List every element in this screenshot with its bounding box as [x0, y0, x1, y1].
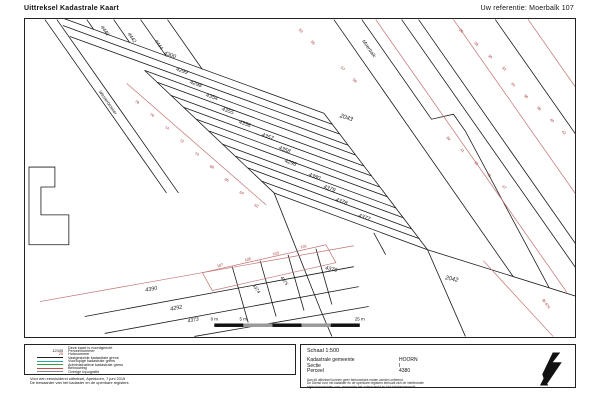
street-label: Moerbalk: [360, 38, 377, 59]
legend-label: Vastgestelde kadastrale grens: [68, 355, 119, 360]
info-block: [300, 344, 576, 388]
legend-label: Huisnummer: [68, 352, 90, 357]
parcel-label: 4355: [220, 106, 235, 117]
field-value-sectie: I: [399, 362, 401, 369]
field-label: Sectie: [307, 362, 321, 369]
disclaimer-line: De Dienst voor het kadaster en de openbare registers behoudt zich de intellectuele: [307, 381, 424, 386]
legend-symbol-topografie: [29, 371, 63, 374]
legend-label: Deze kaart is noordgericht: [68, 345, 113, 350]
legend-label: Administratieve kadastrale grens: [68, 362, 124, 367]
house-number: 47: [501, 184, 507, 191]
house-number: 34: [510, 81, 516, 88]
house-number: 78: [134, 99, 140, 105]
house-number: 101: [300, 244, 308, 250]
parcel-label: 4299: [175, 66, 189, 77]
parcel-label: 4373: [187, 316, 200, 325]
parcel-label: 4390: [144, 285, 158, 294]
disclaimer-text: [307, 379, 569, 390]
parcel-label: 4378: [334, 197, 348, 207]
field-label: Perceel: [307, 368, 324, 375]
parcel-label: 4358: [277, 145, 292, 156]
house-number: 55: [309, 39, 316, 46]
house-number: 62: [253, 203, 260, 209]
disclaimer-line: eigendomsrechten voor, waaronder het auteursrecht en het databankenrecht.: [307, 384, 417, 389]
house-number: 30: [487, 53, 493, 60]
house-number: 53: [297, 27, 304, 34]
parcel-label: 2042: [444, 275, 459, 284]
other-parcel-labels: [145, 113, 460, 324]
building-footprint-left: [29, 167, 69, 245]
parcel-label: 4356: [237, 119, 252, 130]
topleft-parcel-labels: [99, 25, 164, 52]
house-number: 59: [351, 77, 358, 84]
house-number: 40: [548, 117, 555, 124]
map-area: [24, 18, 576, 338]
parcel-label: 4296: [283, 158, 298, 169]
building-outlines: [40, 20, 575, 337]
legend-label: Bebouwing: [68, 366, 87, 371]
parcel-label: 2043: [338, 113, 354, 124]
house-number: 45: [486, 172, 492, 179]
scale-text: Schaal 1:500: [307, 348, 340, 354]
parcel-label: 4354: [204, 92, 219, 103]
house-number: 70: [194, 151, 200, 157]
legend: [24, 344, 296, 375]
parcel-label: 4300: [163, 50, 177, 61]
field-value-perceel: 4380: [399, 368, 411, 375]
house-number: 28: [473, 40, 479, 47]
house-number: 36: [522, 93, 529, 100]
scale-bar: [211, 316, 365, 326]
house-number: 66: [223, 177, 230, 183]
field-label: Kadastrale gemeente: [307, 357, 355, 363]
house-number: 39: [445, 135, 452, 142]
parcel-label: 4379: [322, 184, 336, 194]
legend-symbol-perceelnummer: 12345: [52, 348, 63, 353]
house-number: 105: [244, 257, 252, 263]
certification-line: Voor een eensluidend uittreksel, Apeldoorn, 7 juni 2015: [30, 376, 126, 381]
scale-label-5: 5 m: [239, 316, 247, 322]
disclaimer-line: Aan dit uittreksel kunnen geen betrouwbare maten worden ontleend.: [307, 377, 404, 382]
document-title: Uittreksel Kadastrale Kaart: [24, 5, 119, 12]
house-number: 103: [272, 251, 280, 257]
house-number: 107: [216, 263, 224, 269]
street-label: Westerblokker: [97, 89, 119, 116]
parcel-label: 4357: [260, 132, 275, 143]
parcel-label: 4375: [279, 275, 290, 287]
parcel-label: 4444: [152, 38, 164, 52]
house-number: 26: [458, 27, 465, 34]
parcel-label: 4376: [324, 265, 338, 274]
house-number: 74: [164, 125, 170, 131]
legend-label: Overige topografie: [68, 369, 100, 374]
registrar-line: De bewaarder van het kadaster en de openbare registers: [30, 380, 129, 386]
scale-label-25: 25 m: [354, 316, 365, 322]
parcel-label: 4292: [169, 304, 183, 313]
house-number: 41: [459, 147, 466, 154]
house-number: 72: [179, 138, 185, 144]
parcel-label: 4440: [98, 24, 111, 38]
house-number: 76: [149, 112, 155, 118]
legend-footer: [30, 377, 129, 386]
parcel-label: 4377: [357, 213, 371, 223]
scale-label-0: 0 m: [210, 316, 219, 322]
legend-label: Perceelnummer: [68, 348, 95, 353]
parcel-label: 4380: [307, 172, 322, 182]
house-number: 38: [535, 105, 542, 112]
house-number: 64: [238, 190, 245, 196]
house-number: 43: [473, 160, 479, 167]
house-number: 32: [501, 65, 507, 72]
legend-label: Voorlopige kadastrale grens: [68, 359, 116, 364]
reference-text: Uw referentie: Moerbalk 107: [480, 5, 574, 12]
parcel-label: 4298: [188, 79, 203, 90]
house-number: 57: [339, 65, 346, 72]
cadastral-map: [25, 19, 575, 337]
legend-symbol-huisnummer: 25: [58, 352, 63, 357]
kadaster-logo-icon: [533, 351, 565, 387]
strip-parcel-labels: [163, 51, 372, 224]
red-annotation: Bl 474: [541, 298, 551, 310]
parcel-label: 4374: [251, 283, 262, 295]
field-value-gemeente: HOORN: [399, 357, 418, 363]
parcel-label: 4442: [125, 31, 138, 45]
house-number: 68: [209, 164, 215, 170]
house-number: 42: [560, 129, 567, 136]
